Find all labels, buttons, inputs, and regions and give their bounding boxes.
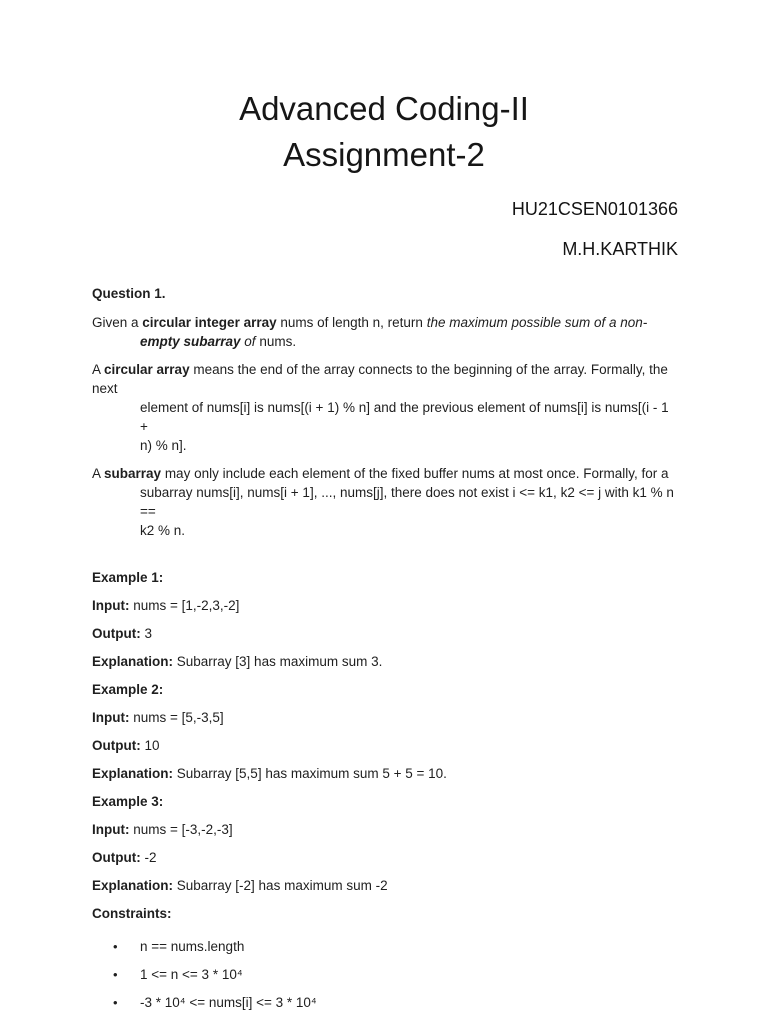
paragraph-line: k2 % n.	[140, 523, 186, 538]
text-run: Given a	[92, 315, 143, 330]
text-run-bold: subarray	[104, 466, 162, 481]
example-title: Example 3:	[92, 794, 164, 809]
example-block-2	[92, 680, 680, 783]
example-output-line	[92, 624, 680, 643]
constraints-list	[92, 937, 680, 1012]
constraint-text: n == nums.length	[140, 939, 245, 954]
constraint-item	[92, 937, 680, 956]
paragraph-line	[92, 332, 680, 351]
paragraph-line	[92, 360, 680, 398]
input-label: Input:	[92, 710, 130, 725]
question-paragraph-3	[92, 464, 680, 540]
output-label: Output:	[92, 850, 141, 865]
output-value: -2	[140, 850, 157, 865]
example-input-line	[92, 596, 680, 615]
bullet-icon: •	[113, 939, 118, 954]
question-heading: Question 1.	[92, 286, 166, 301]
example-explanation-line	[92, 652, 680, 671]
constraints-heading: Constraints:	[92, 906, 172, 921]
bullet-icon: •	[113, 995, 118, 1010]
student-info	[0, 198, 768, 260]
explanation-label: Explanation:	[92, 878, 174, 893]
paragraph-line: n) % n].	[140, 438, 187, 453]
title-line-2: Assignment-2	[283, 136, 485, 173]
student-name: M.H.KARTHIK	[562, 239, 678, 259]
explanation-value: Subarray [-2] has maximum sum -2	[173, 878, 388, 893]
text-run: means the end of the array connects to the beginning of the array. Formally, the next	[92, 362, 668, 396]
example-title: Example 2:	[92, 682, 164, 697]
text-run: A	[92, 362, 105, 377]
text-run-italic: of	[240, 334, 260, 349]
constraint-item	[92, 965, 680, 984]
input-value: nums = [1,-2,3,-2]	[129, 598, 240, 613]
constraint-item	[92, 993, 680, 1012]
text-run-bold: circular integer array	[142, 315, 277, 330]
title-line-1: Advanced Coding-II	[239, 90, 529, 127]
explanation-label: Explanation:	[92, 654, 174, 669]
question-paragraph-2	[92, 360, 680, 455]
example-input-line	[92, 708, 680, 727]
examples-section	[92, 568, 680, 895]
question-paragraph-1	[92, 313, 680, 351]
output-value: 3	[140, 626, 152, 641]
text-run: nums.	[259, 334, 297, 349]
paragraph-line	[92, 464, 680, 483]
paragraph-line	[92, 313, 680, 332]
example-explanation-line	[92, 764, 680, 783]
text-run: A	[92, 466, 105, 481]
example-title: Example 1:	[92, 570, 164, 585]
explanation-label: Explanation:	[92, 766, 174, 781]
output-value: 10	[140, 738, 160, 753]
constraint-text: 1 <= n <= 3 * 10⁴	[140, 967, 243, 982]
input-label: Input:	[92, 822, 130, 837]
example-block-1	[92, 568, 680, 671]
input-value: nums = [-3,-2,-3]	[129, 822, 233, 837]
output-label: Output:	[92, 738, 141, 753]
paragraph-line: subarray nums[i], nums[i + 1], ..., nums[j], there does not exist i <= k1, k2 <= j with k1 % n ==	[140, 485, 674, 519]
example-output-line	[92, 736, 680, 755]
constraint-text: -3 * 10⁴ <= nums[i] <= 3 * 10⁴	[140, 995, 317, 1010]
document-title	[0, 86, 768, 178]
example-output-line	[92, 848, 680, 867]
example-explanation-line	[92, 876, 680, 895]
bullet-icon: •	[113, 967, 118, 982]
text-run-bold: circular array	[104, 362, 190, 377]
paragraph-line: element of nums[i] is nums[(i + 1) % n] and the previous element of nums[i] is nums[(i - 1 +	[140, 400, 669, 434]
input-label: Input:	[92, 598, 130, 613]
text-run-italic: the maximum possible sum of a non-	[426, 315, 648, 330]
output-label: Output:	[92, 626, 141, 641]
input-value: nums = [5,-3,5]	[129, 710, 224, 725]
text-run: nums of length n, return	[276, 315, 427, 330]
question-body	[92, 284, 680, 1012]
text-run-bold-italic: empty subarray	[140, 334, 241, 349]
explanation-value: Subarray [5,5] has maximum sum 5 + 5 = 10.	[173, 766, 447, 781]
example-block-3	[92, 792, 680, 895]
example-input-line	[92, 820, 680, 839]
text-run: may only include each element of the fixed buffer nums at most once. Formally, for a	[161, 466, 669, 481]
student-id: HU21CSEN0101366	[511, 199, 678, 219]
explanation-value: Subarray [3] has maximum sum 3.	[173, 654, 383, 669]
